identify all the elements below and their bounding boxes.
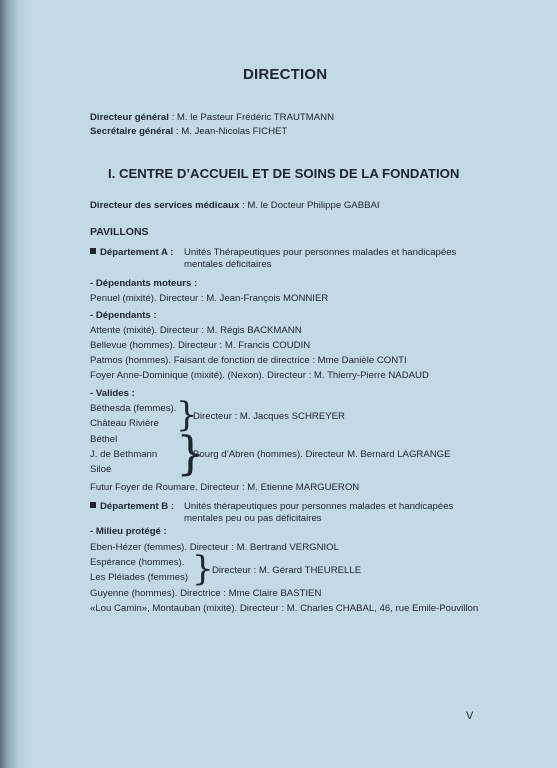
milieu-protege-heading: - Milieu protégé : xyxy=(90,526,167,537)
list-item: Patmos (hommes). Faisant de fonction de directrice : Mme Danièle CONTI xyxy=(90,355,407,366)
brace-icon: } xyxy=(192,549,214,589)
brace-icon: } xyxy=(176,426,206,480)
department-b-label: Département B : xyxy=(100,501,175,512)
secretary-general-line xyxy=(90,126,287,138)
director-general-value: : M. le Pasteur Frédéric TRAUTMANN xyxy=(168,112,335,123)
department-b-line xyxy=(90,501,174,513)
list-item: Guyenne (hommes). Directrice : Mme Claire BASTIEN xyxy=(90,588,322,599)
square-bullet-icon xyxy=(90,502,96,508)
department-a-line xyxy=(90,247,173,259)
valides-heading: - Valides : xyxy=(90,388,135,399)
brace-icon: } xyxy=(176,395,198,435)
director-general-line xyxy=(90,112,334,124)
section-heading: I. CENTRE D’ACCUEIL ET DE SOINS DE LA FONDATION xyxy=(108,166,460,181)
list-item: Penuel (mixité). Directeur : M. Jean-François MONNIER xyxy=(90,293,329,304)
list-item: Les Pléiades (femmes) xyxy=(90,572,189,583)
medical-director-line xyxy=(90,200,380,212)
list-item: Attente (mixité). Directeur : M. Régis BACKMANN xyxy=(90,325,302,336)
department-a-desc-1: Unités Thérapeutiques pour personnes malades et handicapées xyxy=(184,247,457,258)
list-item: Béthesda (femmes). xyxy=(90,403,177,414)
department-b-desc-2: mentales peu ou pas déficitaires xyxy=(184,513,322,524)
department-a-desc-2: mentales déficitaires xyxy=(184,259,272,270)
department-b-desc-1: Unités thérapeutiques pour personnes malades et handicapées xyxy=(184,501,454,512)
secretary-general-label: Secrétaire général xyxy=(90,126,174,137)
square-bullet-icon xyxy=(90,248,96,254)
list-item: Château Rivière xyxy=(90,418,159,429)
group-director: Directeur : M. Gérard THEURELLE xyxy=(212,565,362,576)
list-item: Béthel xyxy=(90,434,118,445)
list-item: Bellevue (hommes). Directeur : M. Francis COUDIN xyxy=(90,340,311,351)
dependants-heading: - Dépendants : xyxy=(90,310,157,321)
department-a-label: Département A : xyxy=(100,247,174,258)
dependants-moteurs-heading: - Dépendants moteurs : xyxy=(90,278,198,289)
medical-director-value: : M. le Docteur Philippe GABBAI xyxy=(239,200,380,211)
group-director: Directeur : M. Jacques SCHREYER xyxy=(193,411,345,422)
list-item: Futur Foyer de Roumare. Directeur : M. Etienne MARGUERON xyxy=(90,482,360,493)
group-director: Bourg d’Abren (hommes). Directeur M. Bernard LAGRANGE xyxy=(193,449,451,460)
page-number: V xyxy=(466,710,474,722)
list-item: Espérance (hommes). xyxy=(90,557,185,568)
secretary-general-value: : M. Jean-Nicolas FICHET xyxy=(173,126,288,137)
director-general-label: Directeur général xyxy=(90,112,169,123)
list-item: «Lou Camin», Montauban (mixité). Directeur : M. Charles CHABAL, 46, rue Emile-Pouvillon xyxy=(90,603,479,614)
list-item: Siloé xyxy=(90,464,112,475)
page-title: DIRECTION xyxy=(243,66,328,83)
list-item: Eben-Hézer (femmes). Directeur : M. Bertrand VERGNIOL xyxy=(90,542,339,553)
medical-director-label: Directeur des services médicaux xyxy=(90,200,240,211)
list-item: Foyer Anne-Dominique (mixité). (Nexon). Directeur : M. Thierry-Pierre NADAUD xyxy=(90,370,429,381)
list-item: J. de Bethmann xyxy=(90,449,158,460)
pavillons-heading: PAVILLONS xyxy=(90,226,149,238)
